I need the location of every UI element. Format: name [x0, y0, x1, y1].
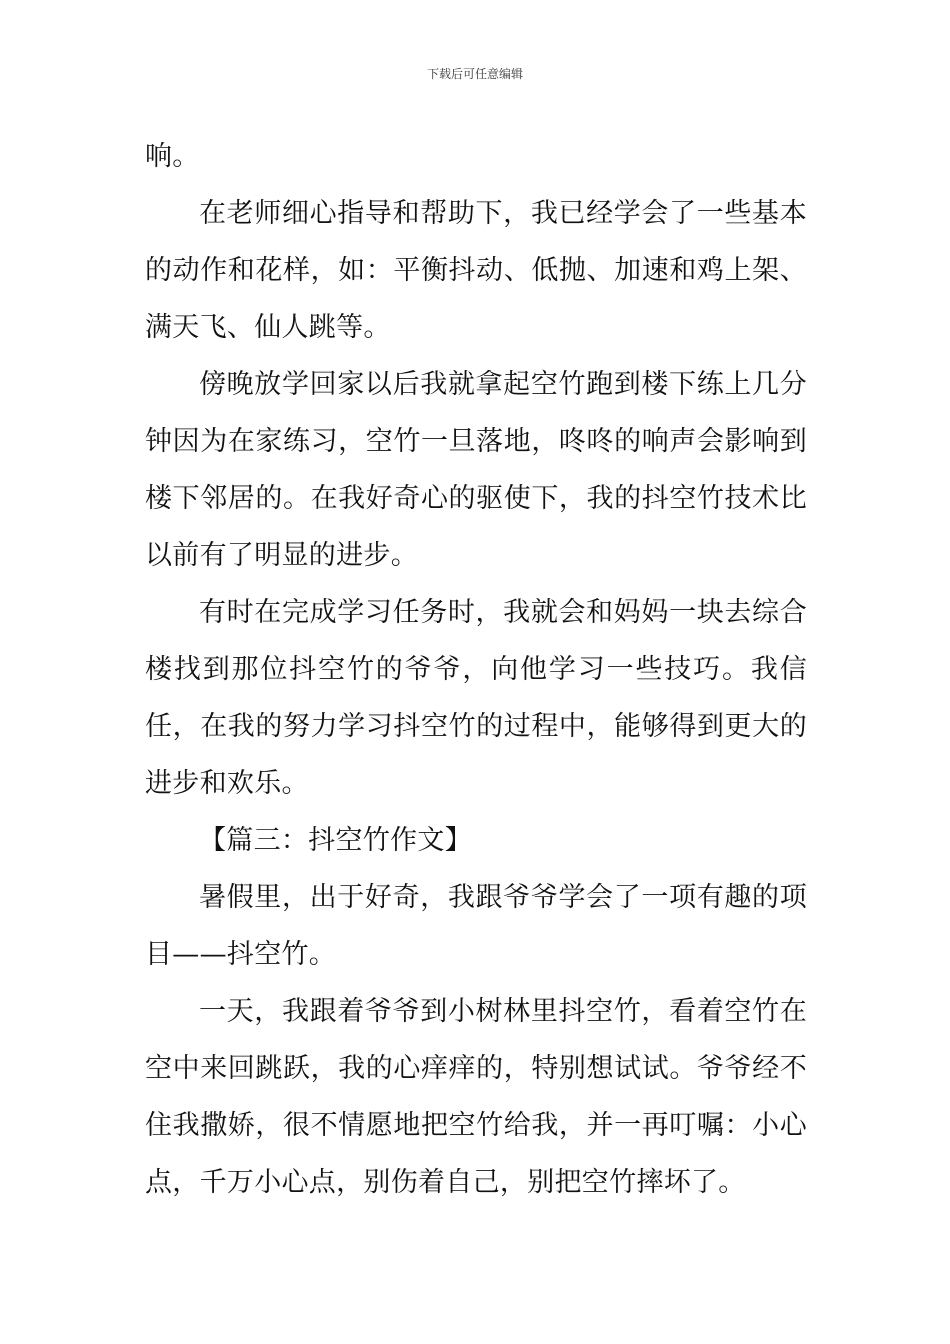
paragraph-practice: 傍晚放学回家以后我就拿起空竹跑到楼下练上几分钟因为在家练习，空竹一旦落地，咚咚的响声会影响到楼下邻居的。在我好奇心的驱使下，我的抖空竹技术比以前有了明显的进步。 — [145, 369, 807, 571]
section-heading: 【篇三：抖空竹作文】 — [199, 825, 472, 856]
paragraph-one-day: 一天，我跟着爷爷到小树林里抖空竹，看着空竹在空中来回跳跃，我的心痒痒的，特别想试试。爷爷经不住我撒娇，很不情愿地把空竹给我，并一再叮嘱：小心点，千万小心点，别伤着自己，别把空竹摔坏了。 — [145, 996, 807, 1198]
paragraph-learning: 有时在完成学习任务时，我就会和妈妈一块去综合楼找到那位抖空竹的爷爷，向他学习一些技巧。我信任，在我的努力学习抖空竹的过程中，能够得到更大的进步和欢乐。 — [145, 597, 807, 799]
paragraph-skills: 在老师细心指导和帮助下，我已经学会了一些基本的动作和花样，如：平衡抖动、低抛、加速和鸡上架、满天飞、仙人跳等。 — [145, 198, 807, 343]
page-header-note: 下载后可任意编辑 — [426, 67, 523, 81]
document-body — [145, 128, 807, 1211]
paragraph-continuation: 响。 — [145, 141, 200, 172]
paragraph-summer: 暑假里，出于好奇，我跟爷爷学会了一项有趣的项目——抖空竹。 — [145, 882, 807, 970]
